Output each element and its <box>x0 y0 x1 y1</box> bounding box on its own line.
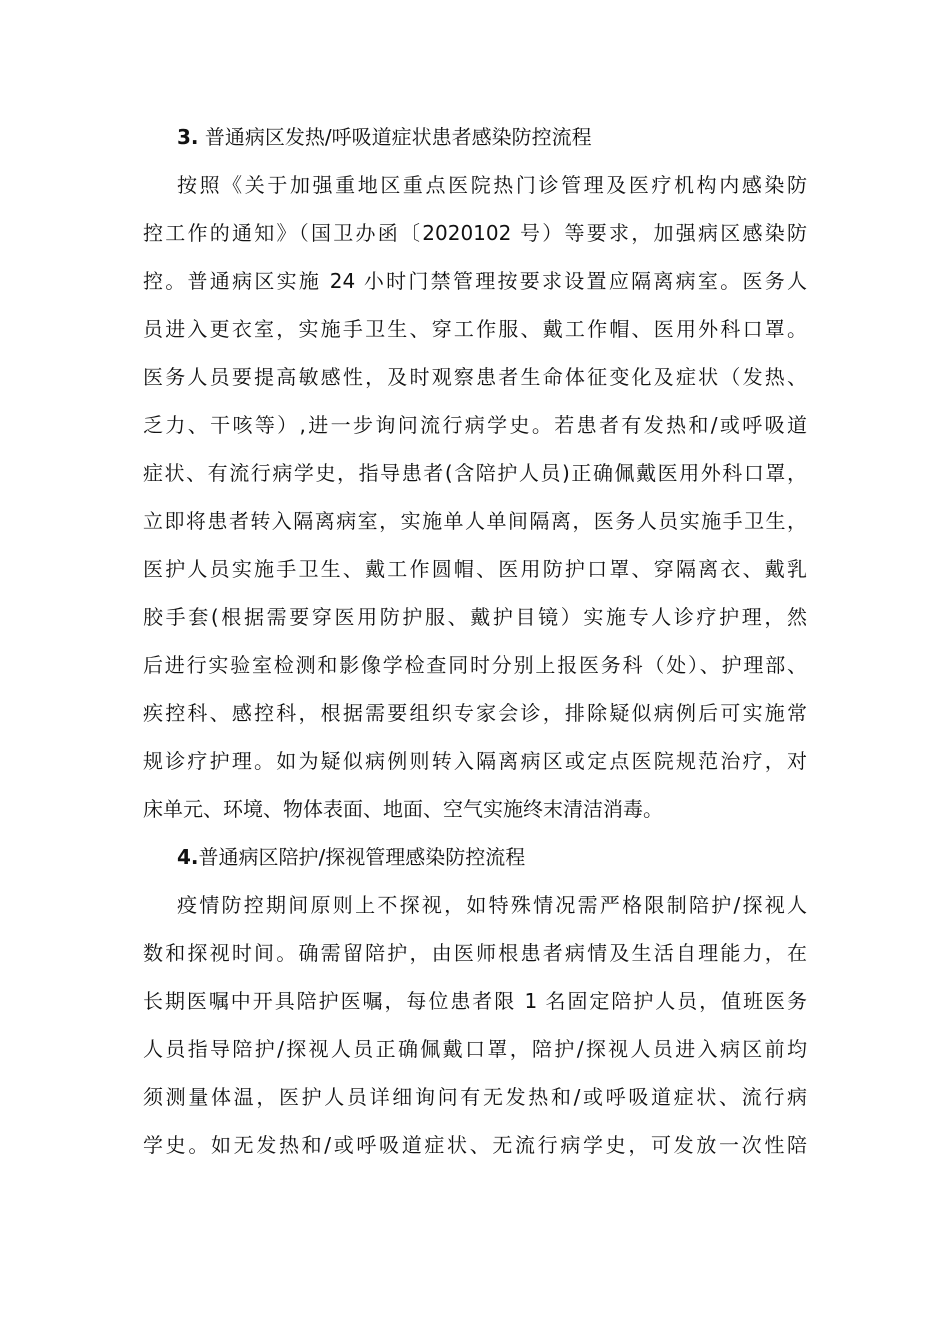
paragraph-line: 学史。如无发热和/或呼吸道症状、无流行病学史，可发放一次性陪 <box>143 1133 807 1157</box>
paragraph-line: 立即将患者转入隔离病室，实施单人单间隔离，医务人员实施手卫生， <box>143 509 807 533</box>
paragraph-line: 规诊疗护理。如为疑似病例则转入隔离病区或定点医院规范治疗，对 <box>143 749 807 773</box>
section-3-number: 3. <box>177 125 199 149</box>
paragraph-line: 须测量体温，医护人员详细询问有无发热和/或呼吸道症状、流行病 <box>143 1085 807 1109</box>
paragraph-line: 床单元、环境、物体表面、地面、空气实施终末清洁消毒。 <box>143 797 663 821</box>
section-3-paragraph <box>143 161 807 833</box>
section-4-title: 普通病区陪护/探视管理感染防控流程 <box>198 845 526 869</box>
section-4-number: 4. <box>177 845 199 869</box>
paragraph-line: 乏力、干咳等）,进一步询问流行病学史。若患者有发热和/或呼吸道 <box>143 413 807 437</box>
paragraph-line: 控。普通病区实施 24 小时门禁管理按要求设置应隔离病室。医务人 <box>143 269 807 293</box>
section-4-heading <box>143 833 807 881</box>
paragraph-line: 后进行实验室检测和影像学检查同时分别上报医务科（处）、护理部、 <box>143 653 807 677</box>
paragraph-line: 按照《关于加强重地区重点医院热门诊管理及医疗机构内感染防 <box>177 173 807 197</box>
paragraph-line: 员进入更衣室，实施手卫生、穿工作服、戴工作帽、医用外科口罩。 <box>143 317 807 341</box>
paragraph-line: 医务人员要提高敏感性，及时观察患者生命体征变化及症状（发热、 <box>143 365 807 389</box>
paragraph-line: 疫情防控期间原则上不探视，如特殊情况需严格限制陪护/探视人 <box>177 893 807 917</box>
paragraph-line: 症状、有流行病学史，指导患者(含陪护人员)正确佩戴医用外科口罩， <box>143 461 807 485</box>
section-3-heading <box>143 113 807 161</box>
section-4-paragraph <box>143 881 807 1169</box>
paragraph-line: 数和探视时间。确需留陪护，由医师根患者病情及生活自理能力，在 <box>143 941 807 965</box>
section-3-title: 普通病区发热/呼吸道症状患者感染防控流程 <box>198 125 592 149</box>
paragraph-line: 疾控科、感控科，根据需要组织专家会诊，排除疑似病例后可实施常 <box>143 701 807 725</box>
paragraph-line: 长期医嘱中开具陪护医嘱，每位患者限 1 名固定陪护人员，值班医务 <box>143 989 807 1013</box>
paragraph-line: 胶手套(根据需要穿医用防护服、戴护目镜）实施专人诊疗护理，然 <box>143 605 807 629</box>
paragraph-line: 人员指导陪护/探视人员正确佩戴口罩，陪护/探视人员进入病区前均 <box>143 1037 807 1061</box>
document-body <box>143 113 807 1169</box>
paragraph-line: 医护人员实施手卫生、戴工作圆帽、医用防护口罩、穿隔离衣、戴乳 <box>143 557 807 581</box>
paragraph-line: 控工作的通知》（国卫办函〔2020102 号）等要求，加强病区感染防 <box>143 221 807 245</box>
